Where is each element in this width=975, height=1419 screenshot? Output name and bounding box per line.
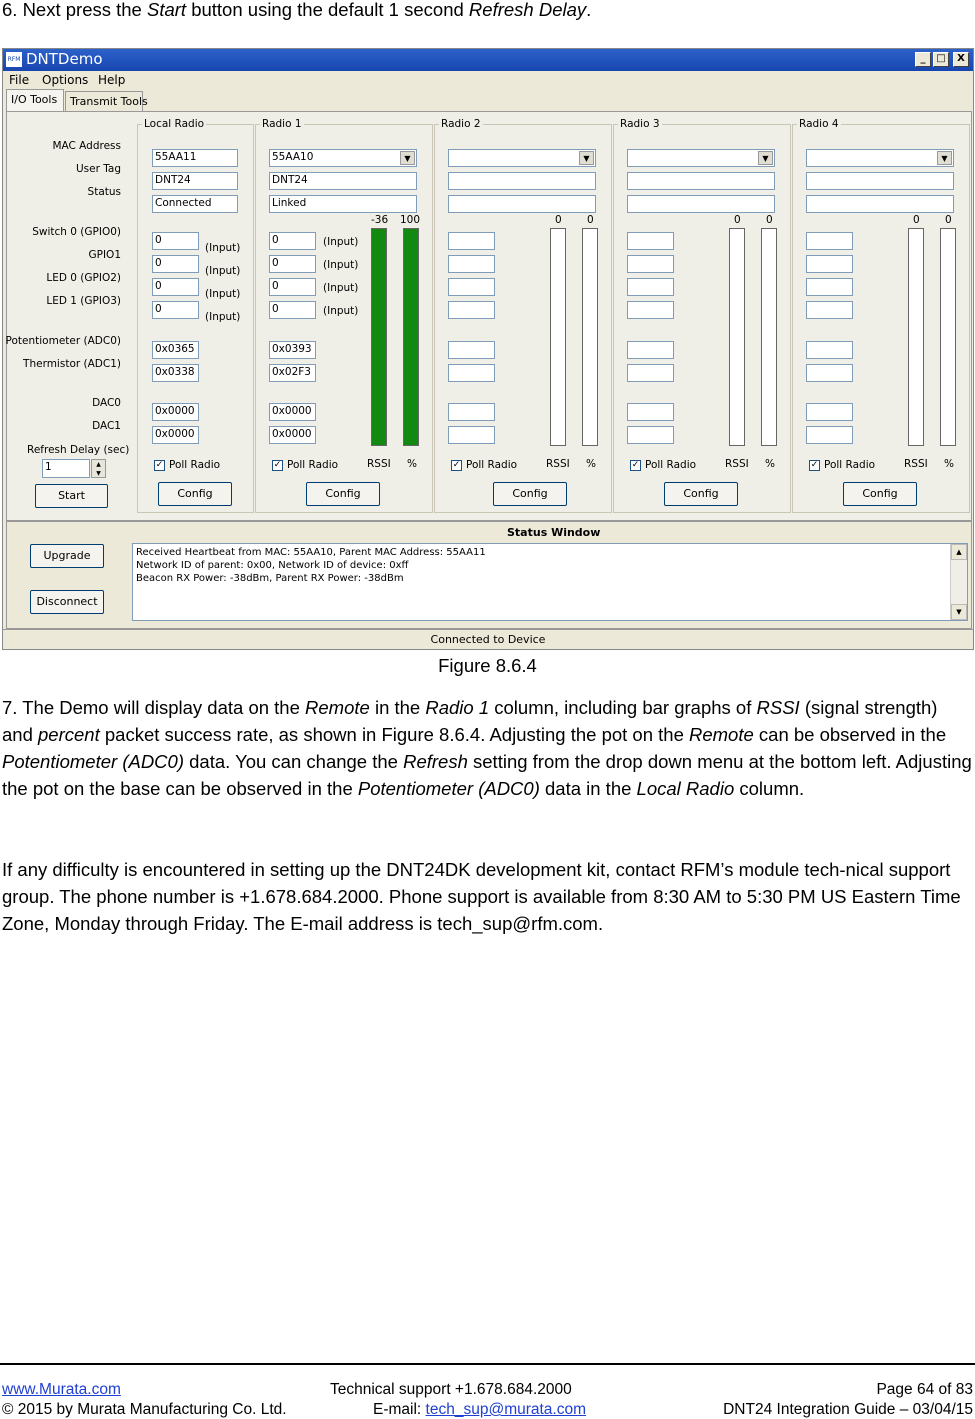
local-adc0-field: 0x0365	[152, 341, 199, 359]
footer-support: Technical support +1.678.684.2000	[330, 1381, 572, 1398]
radio-4-poll-radio-label: Poll Radio	[824, 459, 876, 471]
radio-3-status-field	[627, 195, 775, 213]
radio-1-poll-radio-checkbox[interactable]: ✓	[273, 460, 282, 470]
step-6-paragraph: 6. Next press the Start button using the default 1 second Refresh Delay.	[2, 0, 592, 20]
footer-divider	[0, 1363, 975, 1365]
radio-3-poll-radio-checkbox[interactable]: ✓	[631, 460, 640, 470]
radio-3-legend: Radio 3	[620, 118, 660, 130]
io-tools-panel	[6, 111, 972, 521]
radio-4-led1-field[interactable]	[806, 301, 853, 319]
radio-1-group	[255, 118, 433, 513]
email-link[interactable]: tech_sup@murata.com	[425, 1401, 587, 1418]
local-input-label: (Input)	[205, 242, 241, 254]
radio-1-mac-select[interactable]: 55AA10 ▼	[269, 149, 417, 167]
radio-1-pct-value: 100	[400, 214, 421, 226]
chevron-down-icon: ▼	[937, 151, 952, 165]
local-radio-legend: Local Radio	[144, 118, 205, 130]
radio-4-mac-select[interactable]	[806, 149, 954, 167]
radio-1-config-button[interactable]: Config	[306, 482, 380, 506]
local-radio-group	[137, 118, 254, 513]
footer-copyright: © 2015 by Murata Manufacturing Co. Ltd.	[2, 1401, 287, 1418]
radio-3-dac1-field[interactable]	[627, 426, 674, 444]
radio-1-dac1-field[interactable]: 0x0000	[269, 426, 316, 444]
step-7-paragraph: 7. The Demo will display data on the Remote in the Radio 1 column, including bar graphs of RSSI (signal strength) and percent packet success rate, as shown in Figure 8.6.4. Adjusting the pot on the Remote can be observed in the Potentiometer (ADC0) data. You can change the Refresh setting from the drop down menu at the bottom left. Adjusting the pot on the base can be observed in the Potentiometer (ADC0) data in the Local Radio column.	[2, 697, 972, 799]
disconnect-button[interactable]: Disconnect	[30, 590, 104, 614]
radio-3-gpio1-field	[627, 255, 674, 273]
radio-4-pct-value: 0	[945, 214, 952, 226]
radio-2-status-field	[448, 195, 596, 213]
local-switch0-field: 0	[152, 232, 199, 250]
local-gpio1-field: 0	[152, 255, 199, 273]
radio-2-poll-radio-checkbox[interactable]: ✓	[452, 460, 461, 470]
radio-1-rssi-value: -36	[371, 214, 389, 226]
label-status: Status	[87, 186, 121, 198]
label-dac1: DAC1	[92, 420, 121, 432]
start-button[interactable]: Start	[35, 484, 108, 508]
radio-2-pct-value: 0	[587, 214, 594, 226]
radio-1-led1-field[interactable]: 0	[269, 301, 316, 319]
radio-4-adc0-field	[806, 341, 853, 359]
status-bar: Connected to Device	[3, 629, 973, 649]
radio-1-input-label: (Input)	[323, 305, 359, 317]
radio-1-status-field: Linked	[269, 195, 417, 213]
local-config-button[interactable]: Config	[158, 482, 232, 506]
label-switch0: Switch 0 (GPIO0)	[32, 226, 121, 238]
radio-3-rssi-bar	[729, 228, 745, 446]
maximize-button[interactable]: □	[933, 52, 949, 67]
radio-1-rssi-label: RSSI	[367, 458, 391, 470]
radio-4-dac0-field[interactable]	[806, 403, 853, 421]
radio-4-adc1-field	[806, 364, 853, 382]
radio-3-led1-field[interactable]	[627, 301, 674, 319]
radio-1-switch0-field: 0	[269, 232, 316, 250]
refresh-delay-input[interactable]: 1	[42, 459, 90, 478]
radio-3-user-tag-field[interactable]	[627, 172, 775, 190]
footer-email: E-mail: tech_sup@murata.com	[373, 1401, 587, 1418]
radio-3-config-button[interactable]: Config	[664, 482, 738, 506]
radio-1-adc1-field: 0x02F3	[269, 364, 316, 382]
label-refresh-delay: Refresh Delay (sec)	[27, 444, 130, 456]
footer-page-number: Page 64 of 83	[876, 1381, 973, 1398]
radio-4-rssi-bar	[908, 228, 924, 446]
radio-2-rssi-bar	[550, 228, 566, 446]
radio-4-pct-label: %	[944, 458, 954, 470]
local-dac0-field[interactable]: 0x0000	[152, 403, 199, 421]
radio-1-legend: Radio 1	[262, 118, 302, 130]
local-poll-radio-label: Poll Radio	[169, 459, 221, 471]
radio-1-poll-radio-label: Poll Radio	[287, 459, 339, 471]
radio-2-user-tag-field[interactable]	[448, 172, 596, 190]
radio-1-user-tag-field[interactable]: DNT24	[269, 172, 417, 190]
window-title: DNTDemo	[26, 50, 103, 68]
figure-caption: Figure 8.6.4	[438, 655, 537, 676]
radio-4-status-field	[806, 195, 954, 213]
radio-3-dac0-field[interactable]	[627, 403, 674, 421]
radio-4-dac1-field[interactable]	[806, 426, 853, 444]
radio-2-dac0-field[interactable]	[448, 403, 495, 421]
app-logo: RFM	[6, 52, 22, 67]
local-mac-field[interactable]: 55AA11	[152, 149, 238, 167]
label-led1: LED 1 (GPIO3)	[46, 295, 121, 307]
radio-4-rssi-value: 0	[913, 214, 920, 226]
label-gpio1: GPIO1	[88, 249, 121, 261]
radio-1-pct-bar	[403, 228, 419, 446]
local-input-label: (Input)	[205, 311, 241, 323]
status-window-title: Status Window	[507, 526, 601, 539]
label-mac-address: MAC Address	[52, 140, 121, 152]
menu-bar	[3, 71, 973, 89]
local-adc1-field: 0x0338	[152, 364, 199, 382]
local-status-field: Connected	[152, 195, 238, 213]
radio-4-user-tag-field[interactable]	[806, 172, 954, 190]
status-line: Beacon RX Power: -38dBm, Parent RX Power: -38dBm	[136, 573, 404, 584]
radio-3-rssi-value: 0	[734, 214, 741, 226]
menu-help[interactable]: Help	[98, 73, 126, 87]
radio-3-poll-radio-label: Poll Radio	[645, 459, 697, 471]
scroll-up-icon[interactable]: ▲	[951, 544, 967, 560]
radio-3-switch0-field	[627, 232, 674, 250]
radio-2-rssi-value: 0	[555, 214, 562, 226]
status-area	[6, 521, 972, 629]
radio-2-gpio1-field	[448, 255, 495, 273]
radio-2-led0-field[interactable]	[448, 278, 495, 296]
radio-4-gpio1-field	[806, 255, 853, 273]
menu-options[interactable]: Options	[42, 73, 89, 87]
radio-2-dac1-field[interactable]	[448, 426, 495, 444]
radio-4-group	[792, 118, 970, 513]
radio-2-led1-field[interactable]	[448, 301, 495, 319]
radio-3-mac-select[interactable]	[627, 149, 775, 167]
tab-transmit-tools[interactable]: Transmit Tools	[65, 91, 143, 111]
radio-4-rssi-label: RSSI	[904, 458, 928, 470]
radio-2-pct-label: %	[586, 458, 596, 470]
status-line: Network ID of parent: 0x00, Network ID of device: 0xff	[136, 560, 409, 571]
label-led0: LED 0 (GPIO2)	[46, 272, 121, 284]
radio-2-rssi-label: RSSI	[546, 458, 570, 470]
chevron-down-icon: ▼	[758, 151, 773, 165]
radio-1-input-label: (Input)	[323, 236, 359, 248]
radio-4-legend: Radio 4	[799, 118, 839, 130]
radio-4-config-button[interactable]: Config	[843, 482, 917, 506]
radio-2-legend: Radio 2	[441, 118, 481, 130]
label-potentiometer: Potentiometer (ADC0)	[5, 335, 121, 347]
scroll-down-icon[interactable]: ▼	[951, 604, 967, 620]
radio-2-adc1-field	[448, 364, 495, 382]
label-user-tag: User Tag	[75, 163, 121, 175]
local-dac1-field[interactable]: 0x0000	[152, 426, 199, 444]
radio-2-group	[434, 118, 612, 513]
footer-website	[2, 1381, 121, 1399]
radio-4-pct-bar	[940, 228, 956, 446]
status-scrollbar[interactable]	[950, 544, 967, 620]
radio-3-adc0-field	[627, 341, 674, 359]
radio-2-switch0-field	[448, 232, 495, 250]
refresh-delay-spinner[interactable]: ▲ ▼	[91, 459, 106, 478]
local-input-label: (Input)	[205, 288, 241, 300]
radio-1-rssi-bar	[371, 228, 387, 446]
radio-2-config-button[interactable]: Config	[493, 482, 567, 506]
radio-1-gpio1-field: 0	[269, 255, 316, 273]
radio-4-led0-field[interactable]	[806, 278, 853, 296]
close-button[interactable]: X	[953, 52, 969, 67]
radio-3-led0-field[interactable]	[627, 278, 674, 296]
radio-3-pct-label: %	[765, 458, 775, 470]
menu-file[interactable]: File	[9, 73, 30, 87]
title-bar	[3, 49, 973, 71]
radio-1-rssi-fill	[372, 229, 386, 445]
radio-1-dac0-field[interactable]: 0x0000	[269, 403, 316, 421]
tab-io-tools[interactable]: I/O Tools	[6, 89, 64, 111]
support-paragraph: If any difficulty is encountered in setting up the DNT24DK development kit, contact RFM’s module tech-nical support group. The phone number is +1.678.684.2000. Phone support is available from 8:30 AM to 5:30 PM US Eastern Time Zone, Monday through Friday. The E-mail address is tech_sup@rfm.com.	[2, 859, 961, 934]
radio-1-pct-fill	[404, 229, 418, 445]
radio-1-led0-field[interactable]: 0	[269, 278, 316, 296]
local-led1-field[interactable]: 0	[152, 301, 199, 319]
radio-3-adc1-field	[627, 364, 674, 382]
radio-3-pct-bar	[761, 228, 777, 446]
local-poll-radio-checkbox[interactable]: ✓	[155, 460, 164, 470]
radio-1-input-label: (Input)	[323, 282, 359, 294]
label-dac0: DAC0	[92, 397, 121, 409]
website-link[interactable]: www.Murata.com	[2, 1381, 121, 1398]
radio-2-pct-bar	[582, 228, 598, 446]
chevron-down-icon: ▼	[400, 151, 415, 165]
radio-3-pct-value: 0	[766, 214, 773, 226]
label-thermistor: Thermistor (ADC1)	[23, 358, 121, 370]
status-line: Received Heartbeat from MAC: 55AA10, Parent MAC Address: 55AA11	[136, 547, 486, 558]
radio-4-switch0-field	[806, 232, 853, 250]
chevron-down-icon: ▼	[579, 151, 594, 165]
radio-2-poll-radio-label: Poll Radio	[466, 459, 518, 471]
local-input-label: (Input)	[205, 265, 241, 277]
minimize-button[interactable]: _	[915, 52, 931, 67]
local-user-tag-field[interactable]: DNT24	[152, 172, 238, 190]
radio-1-adc0-field: 0x0393	[269, 341, 316, 359]
radio-3-rssi-label: RSSI	[725, 458, 749, 470]
radio-1-input-label: (Input)	[323, 259, 359, 271]
radio-2-mac-select[interactable]	[448, 149, 596, 167]
local-led0-field[interactable]: 0	[152, 278, 199, 296]
dntdemo-window	[2, 48, 974, 650]
status-log[interactable]	[132, 543, 968, 621]
radio-1-pct-label: %	[407, 458, 417, 470]
radio-2-adc0-field	[448, 341, 495, 359]
upgrade-button[interactable]: Upgrade	[30, 544, 104, 568]
radio-3-group	[613, 118, 791, 513]
footer-doc-title: DNT24 Integration Guide – 03/04/15	[723, 1401, 973, 1418]
radio-4-poll-radio-checkbox[interactable]: ✓	[810, 460, 819, 470]
